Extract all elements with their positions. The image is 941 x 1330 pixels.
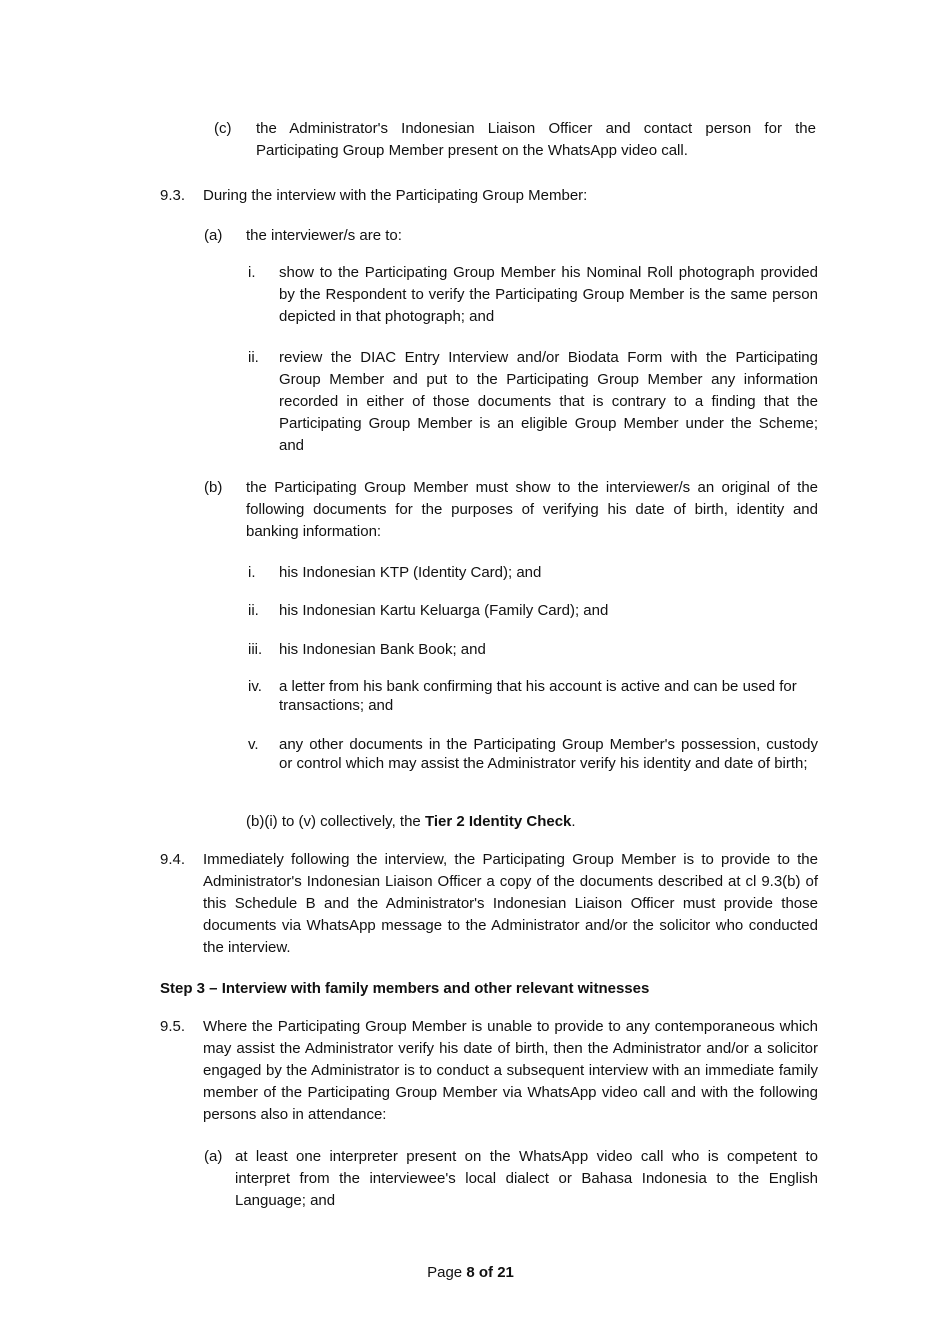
subitem-label: ii.: [248, 349, 259, 366]
page-number: 8: [466, 1264, 475, 1281]
item-text: the interviewer/s are to:: [246, 227, 402, 244]
subitem-label: iii.: [248, 641, 263, 658]
clause-text: During the interview with the Participating Group Member:: [203, 187, 588, 204]
subitem-text: review the DIAC Entry Interview and/or Biodata Form with the Participating Group Member and put to the Participating Group Member any information recorded in either of those documents that is contrary to a finding that the Participating Group Member is an eligible Group Member under the Scheme; and: [279, 349, 818, 454]
clause-text: Where the Participating Group Member is unable to provide to any contemporaneous which may assist the Administrator verify his date of birth, then the Administrator and/or a solicitor engaged by the Administrator is to conduct a subsequent interview with an immediate family member of the Participating Group Member via WhatsApp video call and with the following persons also in attendance:: [203, 1018, 818, 1123]
item-text: at least one interpreter present on the WhatsApp video call who is competent to interpret from the interviewee's local dialect or Bahasa Indonesia to the English Language; and: [235, 1148, 818, 1209]
item-label: (a): [204, 227, 223, 244]
page-footer: [0, 1262, 941, 1284]
collective-suffix: .: [571, 813, 576, 830]
subitem-label: i.: [248, 264, 256, 281]
section-heading: Step 3 – Interview with family members and other relevant witnesses: [160, 980, 650, 997]
defined-term: Tier 2 Identity Check: [424, 813, 572, 830]
subitem-text: a letter from his bank confirming that his account is active and can be used for transactions; and: [279, 678, 797, 714]
clause-number: 9.5.: [160, 1018, 186, 1035]
page-total: 21: [497, 1264, 514, 1281]
item-label: (a): [204, 1148, 223, 1165]
clause-number: 9.4.: [160, 851, 186, 868]
subitem-text: his Indonesian Bank Book; and: [279, 641, 486, 658]
of-word: of: [478, 1264, 494, 1281]
subitem-label: iv.: [248, 678, 262, 695]
subitem-text: his Indonesian KTP (Identity Card); and: [279, 564, 542, 581]
collective-definition: [246, 811, 818, 833]
page-word: Page: [427, 1264, 463, 1281]
item-label: (b): [204, 479, 223, 496]
item-label: (c): [214, 120, 232, 137]
clause-number: 9.3.: [160, 187, 186, 204]
subitem-text: any other documents in the Participating Group Member's possession, custody or control which may assist the Administrator verify his identity and date of birth;: [279, 736, 818, 772]
subitem-label: i.: [248, 564, 256, 581]
collective-prefix: (b)(i) to (v) collectively, the: [246, 813, 421, 830]
item-text: the Administrator's Indonesian Liaison Officer and contact person for the Participating Group Member present on the WhatsApp video call.: [256, 120, 816, 159]
subitem-label: v.: [248, 736, 259, 753]
item-text: the Participating Group Member must show to the interviewer/s an original of the following documents for the purposes of verifying his date of birth, identity and banking information:: [246, 479, 818, 540]
clause-text: Immediately following the interview, the Participating Group Member is to provide to the Administrator's Indonesian Liaison Officer a copy of the documents described at cl 9.3(b) of this Schedule B and the Administrator's Indonesian Liaison Officer must provide those documents via WhatsApp message to the Administrator and/or the solicitor who conducted the interview.: [203, 851, 818, 956]
subitem-label: ii.: [248, 602, 259, 619]
subitem-text: show to the Participating Group Member his Nominal Roll photograph provided by the Respondent to verify the Participating Group Member is the same person depicted in that photograph; and: [279, 264, 818, 325]
subitem-text: his Indonesian Kartu Keluarga (Family Card); and: [279, 602, 609, 619]
